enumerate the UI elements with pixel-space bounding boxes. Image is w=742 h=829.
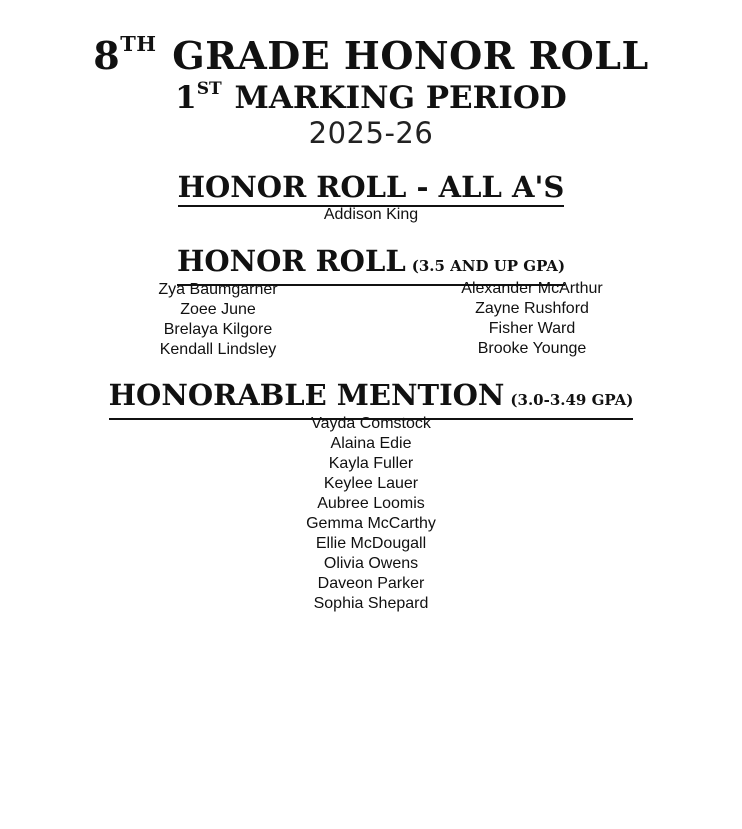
list-item: Brelaya Kilgore xyxy=(163,321,273,338)
honor-roll-left-column xyxy=(118,280,318,360)
section-heading-honorable-mention-text: HONORABLE MENTION xyxy=(108,378,505,412)
honorable-mention-gpa-note: (3.0-3.49 GPA) xyxy=(510,391,634,409)
list-item: Kendall Lindsley xyxy=(159,341,277,358)
list-item: Daveon Parker xyxy=(317,575,425,592)
list-item: Gemma McCarthy xyxy=(306,515,436,532)
list-item: Ellie McDougall xyxy=(315,535,427,552)
list-item: Alaina Edie xyxy=(330,435,412,452)
list-item: Zoee June xyxy=(180,301,256,318)
list-item: Zya Baumgarner xyxy=(158,281,278,298)
list-item: Brooke Younge xyxy=(477,340,587,357)
title-superscript: TH xyxy=(120,31,157,57)
honor-roll-right-column xyxy=(432,279,632,359)
honorable-mention-list xyxy=(0,414,742,614)
list-item: Alexander McArthur xyxy=(461,280,603,297)
section-heading-all-as xyxy=(0,170,742,207)
section-heading-honor-roll-text: HONOR ROLL xyxy=(176,244,406,278)
title-text: GRADE HONOR ROLL xyxy=(172,33,649,78)
subtitle-number: 1 xyxy=(175,80,197,116)
all-as-list xyxy=(0,205,742,225)
list-item: Olivia Owens xyxy=(323,555,419,572)
list-item: Addison King xyxy=(323,206,419,223)
list-item: Zayne Rushford xyxy=(475,300,589,317)
subtitle-text: MARKING PERIOD xyxy=(234,80,567,116)
school-year: 2025-26 xyxy=(308,116,434,150)
list-item: Aubree Loomis xyxy=(317,495,425,512)
page-subtitle xyxy=(0,80,742,116)
list-item: Vayda Comstock xyxy=(311,415,431,432)
subtitle-superscript: ST xyxy=(196,78,222,99)
list-item: Sophia Shepard xyxy=(313,595,429,612)
honor-roll-gpa-note: (3.5 AND UP GPA) xyxy=(411,257,566,275)
section-heading-all-as-text: HONOR ROLL - ALL A'S xyxy=(178,170,565,207)
list-item: Keylee Lauer xyxy=(323,475,419,492)
list-item: Fisher Ward xyxy=(488,320,576,337)
list-item: Kayla Fuller xyxy=(328,455,414,472)
title-number: 8 xyxy=(93,33,121,78)
page-title xyxy=(0,31,742,78)
